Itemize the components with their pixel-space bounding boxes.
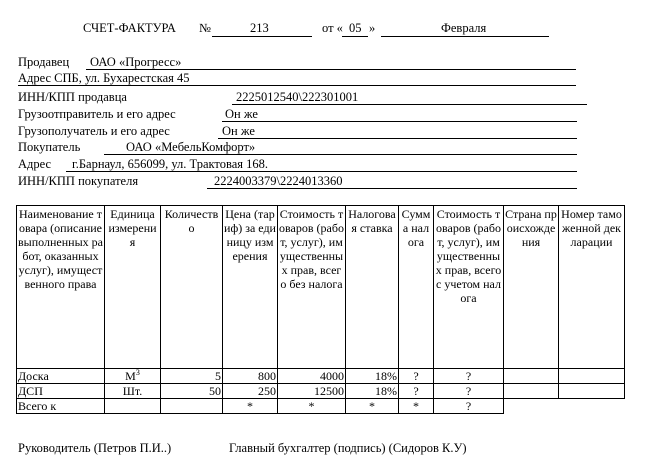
consignee-label: Грузополучатель и его адрес [18,124,170,138]
buyer-inn-label: ИНН/КПП покупателя [18,174,139,188]
header-unit: Единица измерения [105,206,161,369]
total-qty [161,399,223,414]
number-underline [212,36,312,37]
consignee-underline [218,138,577,139]
buyer-address: г.Барнаул, 656099, ул. Трактовая 168. [72,157,268,171]
invoice-number: 213 [250,21,269,35]
row-tax: ? [399,384,434,399]
header-total: Стоимость товаров (работ, услуг), имущественных прав, всего с учетом налога [434,206,504,369]
seller-address: Адрес СПБ, ул. Бухарестская 45 [18,71,190,85]
buyer-name: ОАО «МебельКомфорт» [126,140,256,154]
row-unit-text: М [125,369,136,383]
header-country: Страна происхождения [504,206,559,369]
date-from-label: от « [322,21,343,35]
shipper-underline [222,121,577,122]
seller-underline [86,69,576,70]
row-unit-sup: 3 [135,368,140,377]
header-price: Цена (тариф) за единицу измерения [223,206,278,369]
total-price: * [223,399,278,414]
table-total-row [17,399,625,414]
header-declaration: Номер таможенной декларации [559,206,625,369]
number-sign: № [199,21,211,35]
row-total: ? [434,369,504,384]
header-qty: Количество [161,206,223,369]
total-empty [504,399,559,414]
row-qty: 50 [161,384,223,399]
total-sum: ? [434,399,504,414]
row-price: 250 [223,384,278,399]
row-country [504,384,559,399]
seller-address-underline [18,85,576,86]
footer-accountant: Главный бухгалтер (подпись) (Сидоров К.У) [229,441,467,455]
row-tax: ? [399,369,434,384]
row-qty: 5 [161,369,223,384]
seller-inn-label: ИНН/КПП продавца [18,90,127,104]
day-underline [342,36,368,37]
table-row [17,369,625,384]
row-country [504,369,559,384]
row-unit: Шт. [105,384,161,399]
total-tax: * [399,399,434,414]
invoice-day: 05 [349,21,362,35]
seller-inn-underline [232,104,587,105]
row-name: ДСП [17,384,105,399]
total-rate: * [346,399,399,414]
row-cost: 12500 [278,384,346,399]
row-declaration [559,369,625,384]
buyer-address-label: Адрес [18,157,52,171]
row-declaration [559,384,625,399]
date-day-close: » [369,21,376,35]
buyer-address-underline [66,171,577,172]
month-underline [381,36,549,37]
seller-inn: 2225012540\222301001 [236,90,359,104]
header-name: Наименование товара (описание выполненных работ, оказанных услуг), имущественного права [17,206,105,369]
buyer-inn: 2224003379\2224013360 [214,174,343,188]
table-header-row [17,206,625,369]
total-cost: * [278,399,346,414]
invoice-month: Февраля [441,21,487,35]
header-tax: Сумма налога [399,206,434,369]
row-rate: 18% [346,369,399,384]
seller-label: Продавец [18,55,70,69]
invoice-title: СЧЕТ-ФАКТУРА [83,21,176,35]
buyer-inn-underline [207,188,577,189]
shipper-value: Он же [225,107,258,121]
total-label: Всего к [17,399,105,414]
goods-table [16,205,625,414]
row-price: 800 [223,369,278,384]
row-name: Доска [17,369,105,384]
consignee-value: Он же [222,124,255,138]
shipper-label: Грузоотправитель и его адрес [18,107,176,121]
header-rate: Налоговая ставка [346,206,399,369]
total-unit [105,399,161,414]
table-row [17,384,625,399]
footer-head: Руководитель (Петров П.И..) [18,441,172,455]
row-total: ? [434,384,504,399]
buyer-underline [104,154,577,155]
row-unit [105,369,161,384]
seller-name: ОАО «Прогресс» [90,55,182,69]
row-cost: 4000 [278,369,346,384]
header-cost: Стоимость товаров (работ, услуг), имущественных прав, всего без налога [278,206,346,369]
row-rate: 18% [346,384,399,399]
buyer-label: Покупатель [18,140,81,154]
total-empty [559,399,625,414]
